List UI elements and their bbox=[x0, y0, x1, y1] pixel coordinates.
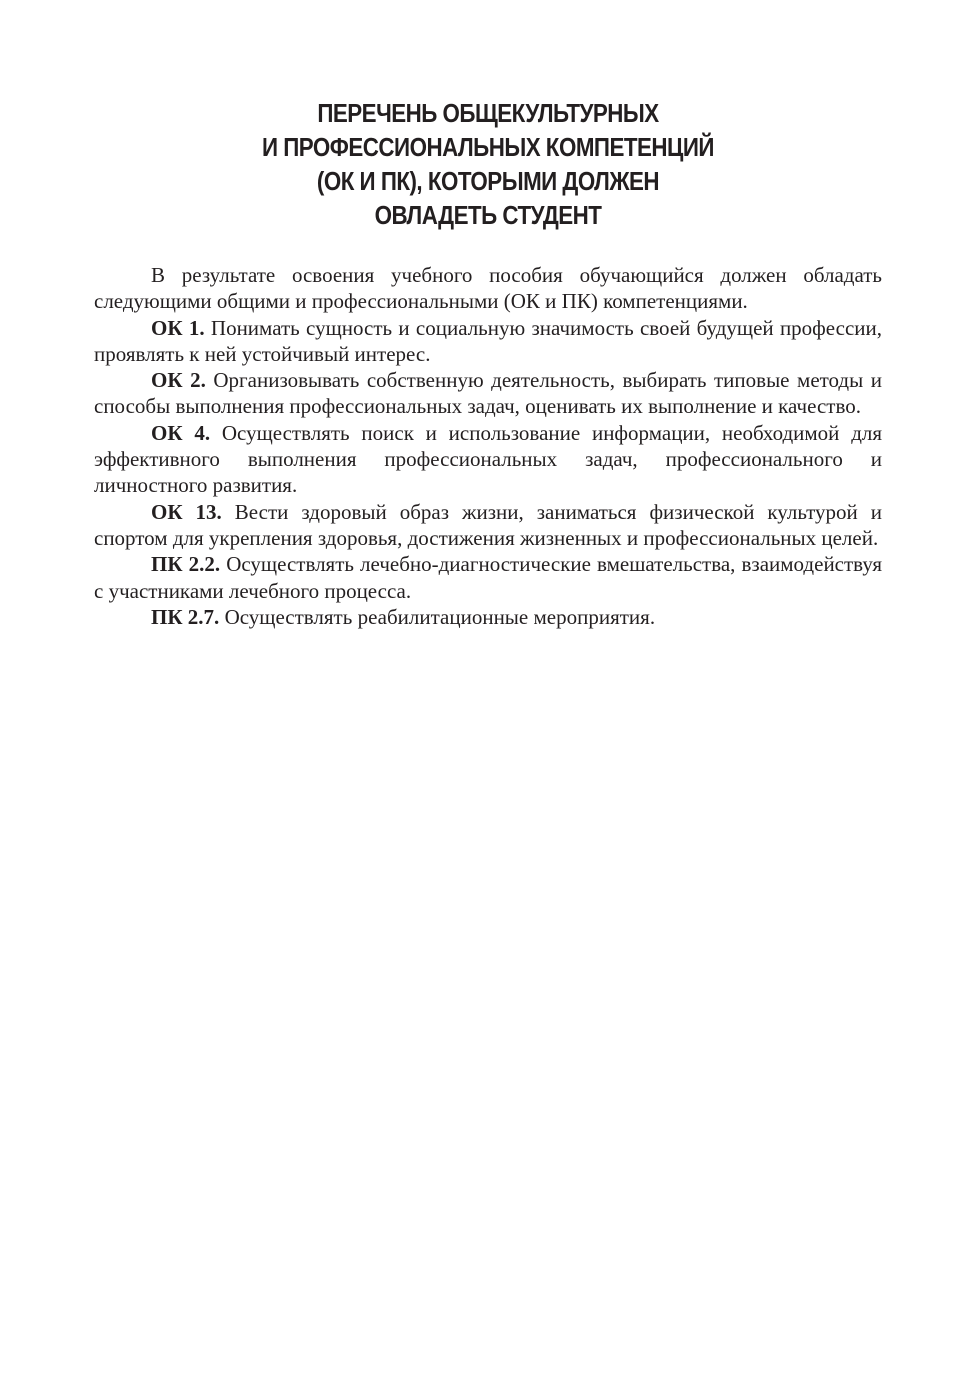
competency-code: ПК 2.7. bbox=[151, 604, 220, 629]
intro-paragraph: В результате освоения учебного пособия обучающийся должен обладать следующими общими и профессиональными (ОК и ПК) компетенциями. bbox=[94, 263, 882, 314]
competency-code: ОК 4. bbox=[151, 420, 211, 445]
title-line: (ОК И ПК), КОТОРЫМИ ДОЛЖЕН bbox=[316, 166, 660, 196]
competency-code: ОК 13. bbox=[151, 499, 222, 524]
body-text bbox=[94, 262, 882, 630]
competency-text: Осуществлять реабилитационные мероприятия. bbox=[224, 604, 656, 629]
competency-ok2 bbox=[94, 367, 882, 420]
competency-text: Осуществлять поиск и использование информации, необходимой для эффективного выполнения профессиональных задач, профессионального и личностного развития. bbox=[94, 420, 883, 498]
competency-ok4 bbox=[94, 420, 882, 499]
competency-text: Организовывать собственную деятельность, выбирать типовые методы и способы выполнения профессиональных задач, оценивать их выполнение и качество. bbox=[94, 368, 882, 419]
competency-code: ОК 1. bbox=[151, 315, 205, 340]
competency-code: ОК 2. bbox=[151, 368, 206, 393]
competency-code: ПК 2.2. bbox=[151, 552, 221, 577]
title-line: ПЕРЕЧЕНЬ ОБЩЕКУЛЬТУРНЫХ bbox=[317, 98, 659, 128]
competency-pk27 bbox=[94, 604, 882, 630]
title-line: И ПРОФЕССИОНАЛЬНЫХ КОМПЕТЕНЦИЙ bbox=[261, 132, 714, 162]
competency-text: Понимать сущность и социальную значимость своей будущей профессии, проявлять к ней устойчивый интерес. bbox=[94, 315, 882, 366]
competency-text: Осуществлять лечебно-диагностические вмешательства, взаимодействуя с участниками лечебного процесса. bbox=[94, 552, 883, 603]
competency-text: Вести здоровый образ жизни, заниматься физической культурой и спортом для укрепления здоровья, достижения жизненных и профессиональных целей. bbox=[94, 499, 883, 550]
title-line: ОВЛАДЕТЬ СТУДЕНТ bbox=[374, 200, 602, 230]
competency-ok13 bbox=[94, 499, 882, 552]
page-title bbox=[149, 96, 827, 232]
competency-ok1 bbox=[94, 315, 882, 368]
competency-pk22 bbox=[94, 551, 882, 604]
